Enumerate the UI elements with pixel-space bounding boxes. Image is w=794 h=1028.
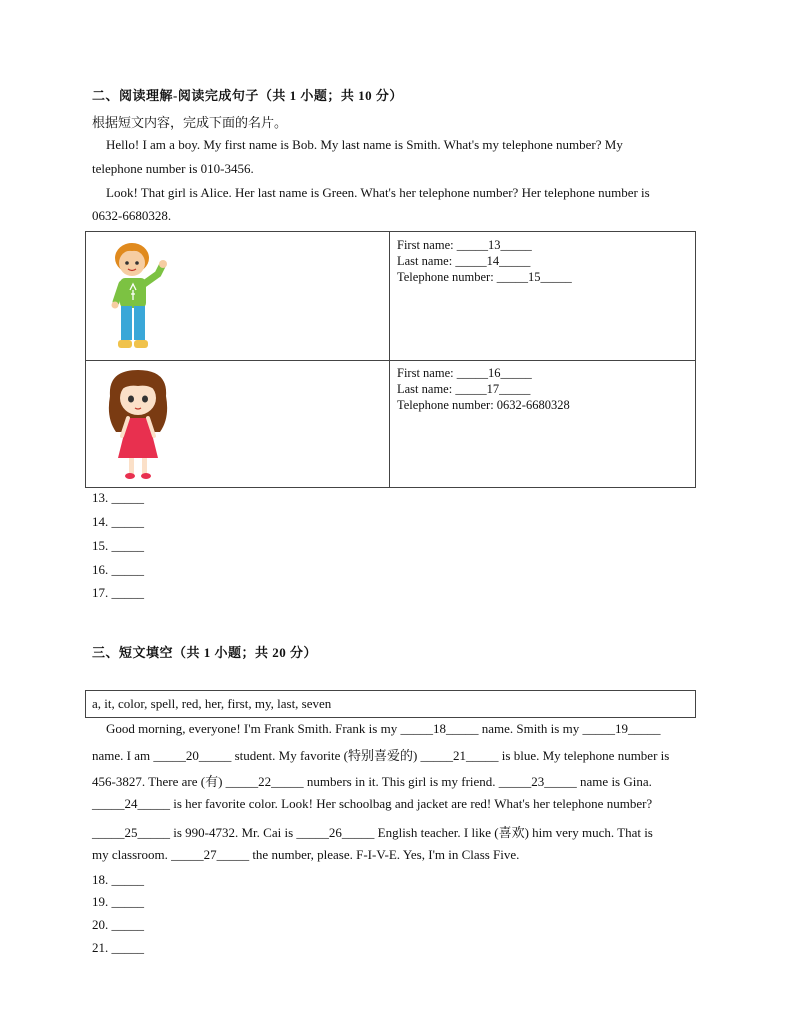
section-3-heading: 三、短文填空（共 1 小题；共 20 分）	[92, 645, 318, 660]
answer-blank-20[interactable]: 20. _____	[92, 917, 144, 932]
answer-blank-15[interactable]: 15. _____	[92, 538, 144, 553]
answer-blank-21[interactable]: 21. _____	[92, 940, 144, 955]
boy-illustration	[100, 238, 180, 358]
telephone-blank-15: Telephone number: _____15_____	[397, 270, 572, 284]
card-image-cell	[86, 232, 390, 360]
section-2-heading: 二、阅读理解-阅读完成句子（共 1 小题；共 10 分）	[92, 88, 403, 103]
passage-line: Good morning, everyone! I'm Frank Smith. Frank is my _____18_____ name. Smith is my _____19_____	[106, 721, 661, 736]
passage-line: _____24_____ is her favorite color. Look! Her schoolbag and jacket are red! What's her telephone number?	[92, 796, 653, 811]
first-name-blank-16: First name: _____16_____	[397, 366, 532, 380]
last-name-blank-17: Last name: _____17_____	[397, 382, 531, 396]
passage-line: 0632-6680328.	[92, 208, 172, 223]
first-name-blank-13: First name: _____13_____	[397, 238, 532, 252]
card-image-cell	[86, 360, 390, 488]
answer-blank-13[interactable]: 13. _____	[92, 490, 144, 505]
passage-line: Hello! I am a boy. My first name is Bob. My last name is Smith. What's my telephone number? My	[106, 137, 623, 152]
name-card-table	[85, 231, 696, 488]
passage-line: _____25_____ is 990-4732. Mr. Cai is _____26_____ English teacher. I like (喜欢) him very much. That is	[92, 825, 653, 840]
passage-line: Look! That girl is Alice. Her last name is Green. What's her telephone number? Her telephone number is	[106, 185, 650, 200]
passage-line: 456-3827. There are (有) _____22_____ numbers in it. This girl is my friend. _____23_____ name is Gina.	[92, 774, 652, 789]
answer-blank-18[interactable]: 18. _____	[92, 872, 144, 887]
telephone-number-given: Telephone number: 0632-6680328	[397, 398, 570, 412]
last-name-blank-14: Last name: _____14_____	[397, 254, 531, 268]
answer-blank-14[interactable]: 14. _____	[92, 514, 144, 529]
name-card-girl	[86, 360, 695, 488]
name-card-boy	[86, 232, 695, 361]
passage-line: name. I am _____20_____ student. My favorite (特别喜爱的) _____21_____ is blue. My telephone number is	[92, 748, 670, 763]
answer-blank-16[interactable]: 16. _____	[92, 562, 144, 577]
passage-line: my classroom. _____27_____ the number, please. F-I-V-E. Yes, I'm in Class Five.	[92, 847, 520, 862]
card-info-cell	[391, 232, 695, 360]
word-bank-box: a, it, color, spell, red, her, first, my, last, seven	[85, 690, 696, 718]
answer-blank-19[interactable]: 19. _____	[92, 894, 144, 909]
passage-line: telephone number is 010-3456.	[92, 161, 254, 176]
girl-illustration	[100, 366, 180, 486]
card-info-cell	[391, 360, 695, 488]
section-2-instruction: 根据短文内容，完成下面的名片。	[92, 115, 288, 130]
answer-blank-17[interactable]: 17. _____	[92, 585, 144, 600]
